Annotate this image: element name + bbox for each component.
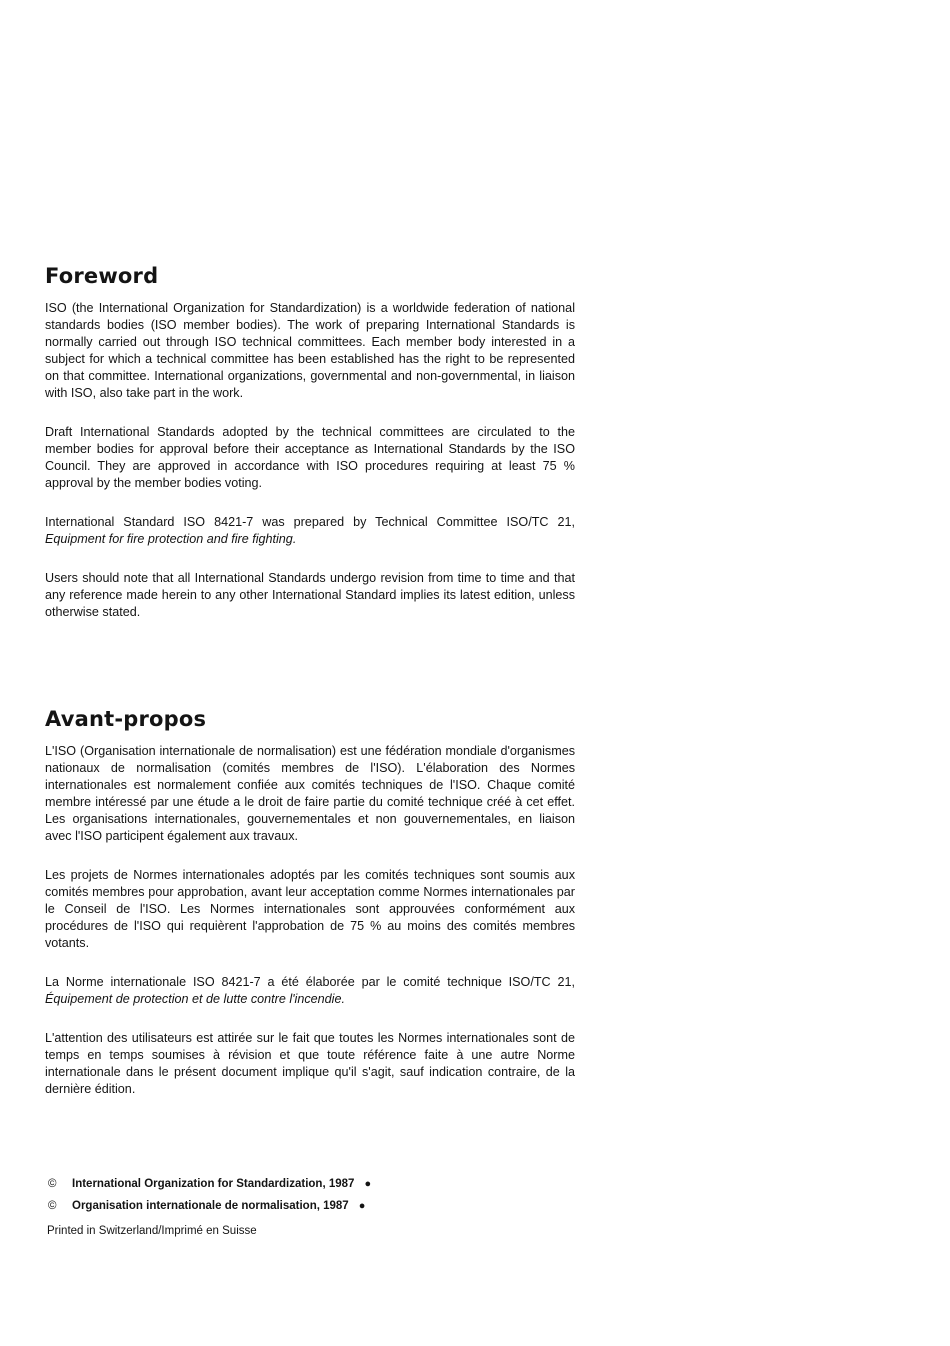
printed-in-note: Printed in Switzerland/Imprimé en Suisse [47, 1225, 257, 1237]
foreword-heading: Foreword [45, 264, 159, 288]
copyright-icon: © [48, 1200, 57, 1212]
foreword-section [45, 264, 575, 643]
avant-propos-paragraph-3 [45, 974, 575, 1008]
bullet-icon: ● [358, 1200, 366, 1212]
foreword-paragraph-2: Draft International Standards adopted by the technical committees are circulated to the member bodies for approval before their acceptance as International Standards by the ISO Council. They are approved in accordance with ISO procedures requiring at least 75 % approval by the member bodies voting. [45, 425, 575, 490]
foreword-paragraph-3 [45, 514, 575, 548]
copyright-icon: © [48, 1178, 57, 1190]
foreword-paragraph-3-lead: International Standard ISO 8421-7 was prepared by Technical Committee ISO/TC 21, [45, 515, 575, 529]
avant-propos-paragraph-3-lead: La Norme internationale ISO 8421-7 a été élaborée par le comité technique ISO/TC 21, [45, 975, 575, 989]
avant-propos-paragraph-1: L'ISO (Organisation internationale de normalisation) est une fédération mondiale d'organismes nationaux de normalisation (comités membres de l'ISO). L'élaboration des Normes internationales est normalement confiée aux comités techniques de l'ISO. Chaque comité membre intéressé par une étude a le droit de faire partie du comité technique créé à cet effet. Les organisations internationales, gouvernementales et non gouvernementales, en liaison avec l'ISO participent également aux travaux. [45, 744, 575, 843]
foreword-paragraph-4: Users should note that all International Standards undergo revision from time to time and that any reference made herein to any other International Standard implies its latest edition, unless otherwise stated. [45, 571, 575, 619]
avant-propos-paragraph-4: L'attention des utilisateurs est attirée sur le fait que toutes les Normes internationales sont de temps en temps soumises à révision et que toute référence faite à une autre Norme internationale dans le présent document implique qu'il s'agit, sauf indication contraire, de la dernière édition. [45, 1031, 575, 1096]
foreword-paragraph-1: ISO (the International Organization for Standardization) is a worldwide federation of national standards bodies (ISO member bodies). The work of preparing International Standards is normally carried out through ISO technical committees. Each member body interested in a subject for which a technical committee has been established has the right to be represented on that committee. International organizations, governmental and non-governmental, in liaison with ISO, also take part in the work. [45, 301, 575, 400]
avant-propos-paragraph-2: Les projets de Normes internationales adoptés par les comités techniques sont soumis aux comités membres pour approbation, avant leur acceptation comme Normes internationales par le Conseil de l'ISO. Les Normes internationales sont approuvées conformément aux procédures de l'ISO qui requièrent l'approbation de 75 % au moins des comités membres votants. [45, 868, 575, 950]
foreword-committee-title: Equipment for fire protection and fire fighting. [45, 532, 297, 546]
copyright-block [48, 1173, 548, 1217]
copyright-text-french: Organisation internationale de normalisation, 1987 [72, 1200, 349, 1212]
copyright-line-english [48, 1173, 548, 1195]
bullet-icon: ● [364, 1178, 372, 1190]
avant-propos-committee-title: Équipement de protection et de lutte contre l'incendie. [45, 992, 345, 1006]
copyright-line-french [48, 1195, 548, 1217]
avant-propos-section [45, 707, 575, 1120]
avant-propos-heading: Avant-propos [45, 707, 207, 731]
copyright-text-english: International Organization for Standardization, 1987 [72, 1178, 355, 1190]
